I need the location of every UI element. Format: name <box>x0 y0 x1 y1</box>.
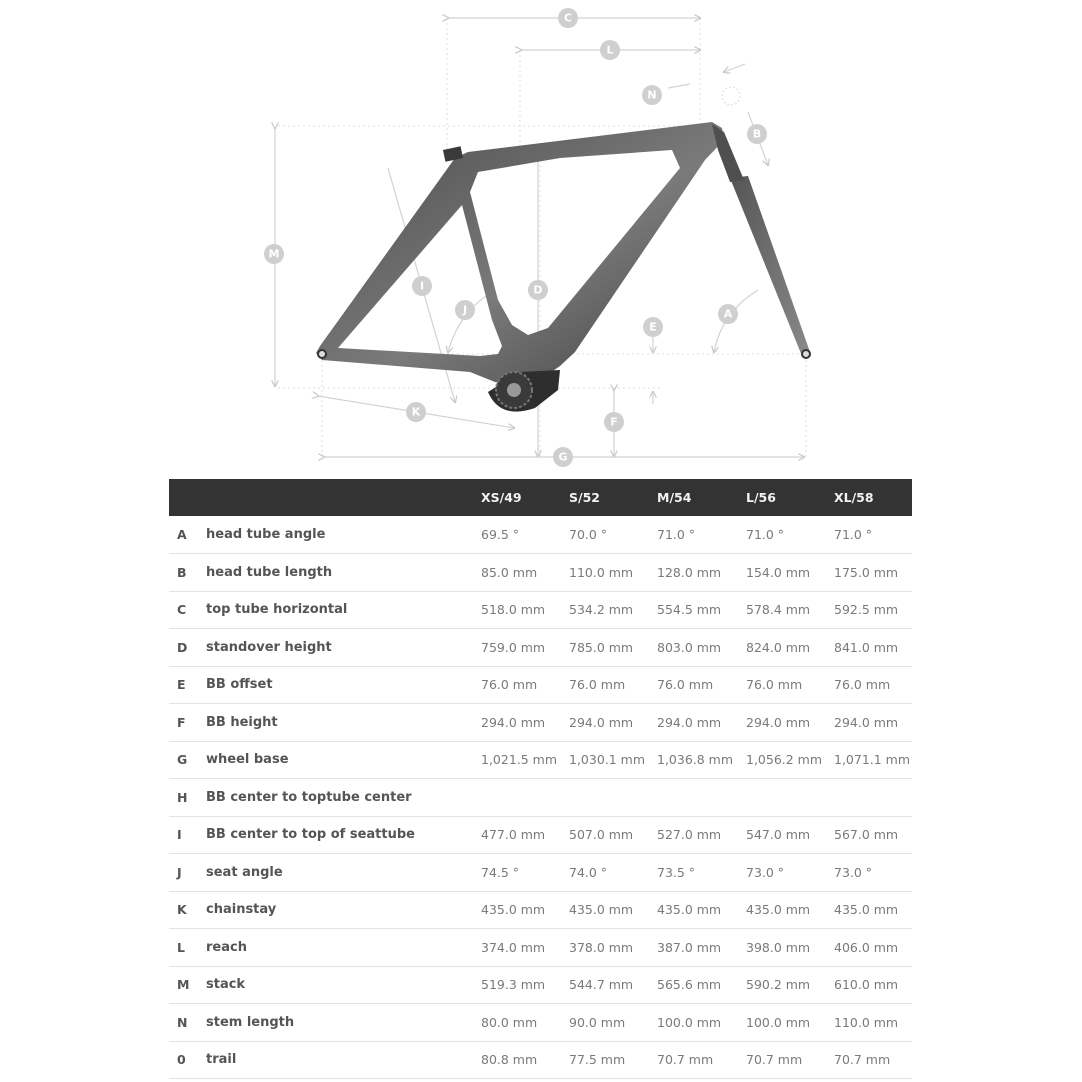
svg-text:M: M <box>268 247 280 261</box>
row-measurement-name: BB height <box>206 714 278 730</box>
marker-j <box>455 300 475 320</box>
row-value: 70.0 ° <box>569 527 608 542</box>
svg-text:G: G <box>558 450 568 464</box>
svg-text:A: A <box>723 307 733 321</box>
row-value: 128.0 mm <box>657 564 722 580</box>
size-header: M/54 <box>657 490 692 505</box>
row-measurement-name: stem length <box>206 1014 295 1030</box>
row-measurement-name: seat angle <box>206 864 283 880</box>
row-value: 154.0 mm <box>746 564 811 580</box>
row-value: 71.0 ° <box>834 527 873 542</box>
row-value: 578.4 mm <box>746 602 811 618</box>
row-measurement-name: BB offset <box>206 677 273 693</box>
marker-f <box>604 412 624 432</box>
table-row <box>169 591 912 629</box>
svg-text:D: D <box>533 283 543 297</box>
size-header: XS/49 <box>481 490 522 505</box>
row-value: 69.5 ° <box>481 527 520 542</box>
row-value: 592.5 mm <box>834 602 899 618</box>
row-value: 544.7 mm <box>569 977 634 993</box>
row-letter: C <box>177 602 187 618</box>
row-value: 294.0 mm <box>746 714 811 730</box>
marker-n <box>642 85 662 105</box>
row-letter: M <box>177 977 190 993</box>
row-value: 378.0 mm <box>569 939 634 955</box>
row-measurement-name: head tube angle <box>206 527 326 542</box>
table-row <box>169 891 912 929</box>
row-letter: D <box>177 639 188 655</box>
row-value: 1,021.5 mm <box>481 752 558 768</box>
row-value: 435.0 mm <box>746 902 811 918</box>
row-value <box>481 779 569 817</box>
row-value: 435.0 mm <box>481 902 546 918</box>
svg-text:J: J <box>462 303 468 317</box>
row-letter: J <box>177 864 182 880</box>
size-header: S/52 <box>569 490 600 505</box>
header-name-col <box>206 479 481 516</box>
row-value: 70.7 mm <box>834 1052 891 1068</box>
row-value: 74.0 ° <box>569 864 608 880</box>
row-value: 554.5 mm <box>657 602 722 618</box>
row-measurement-name: BB center to toptube center <box>206 789 412 805</box>
row-measurement-name: top tube horizontal <box>206 602 348 618</box>
row-letter: E <box>177 677 186 693</box>
marker-c <box>558 8 578 28</box>
table-row <box>169 1041 912 1079</box>
row-value: 294.0 mm <box>834 714 899 730</box>
row-value: 100.0 mm <box>746 1014 811 1030</box>
marker-k <box>406 402 426 422</box>
row-value: 534.2 mm <box>569 602 634 618</box>
bike-frame <box>316 122 810 412</box>
table-row <box>169 929 912 967</box>
table-row <box>169 704 912 742</box>
svg-text:K: K <box>411 405 421 419</box>
row-value: 73.0 ° <box>746 864 785 880</box>
row-measurement-name: stack <box>206 977 246 993</box>
row-value: 73.0 ° <box>834 864 873 880</box>
row-value <box>657 779 746 817</box>
marker-g <box>553 447 573 467</box>
table-row <box>169 854 912 892</box>
row-value: 85.0 mm <box>481 564 538 580</box>
svg-text:I: I <box>419 279 425 293</box>
row-measurement-name: chainstay <box>206 902 277 918</box>
row-value: 294.0 mm <box>569 714 634 730</box>
row-value: 398.0 mm <box>746 939 811 955</box>
row-value: 406.0 mm <box>834 939 899 955</box>
row-value: 76.0 mm <box>834 677 891 693</box>
table-row <box>169 816 912 854</box>
row-measurement-name: standover height <box>206 639 332 655</box>
row-value <box>746 779 834 817</box>
marker-l <box>600 40 620 60</box>
row-value: 1,056.2 mm <box>746 752 823 768</box>
table-header-row <box>169 479 912 516</box>
bike-frame-geometry-diagram <box>0 0 1082 478</box>
row-value <box>569 779 657 817</box>
row-value: 518.0 mm <box>481 602 546 618</box>
size-header: L/56 <box>746 490 776 505</box>
marker-a <box>718 304 738 324</box>
table-row <box>169 666 912 704</box>
row-value: 76.0 mm <box>569 677 626 693</box>
row-value: 294.0 mm <box>657 714 722 730</box>
geometry-table-body <box>169 516 912 1079</box>
row-letter: A <box>177 527 187 542</box>
svg-text:E: E <box>649 320 657 334</box>
row-value: 803.0 mm <box>657 639 722 655</box>
svg-text:C: C <box>563 11 573 25</box>
row-value: 590.2 mm <box>746 977 811 993</box>
row-value: 80.8 mm <box>481 1052 538 1068</box>
row-letter: N <box>177 1014 188 1030</box>
row-value: 387.0 mm <box>657 939 722 955</box>
marker-b <box>747 124 767 144</box>
row-measurement-name: trail <box>206 1052 237 1068</box>
svg-text:B: B <box>752 127 762 141</box>
table-row <box>169 779 912 817</box>
row-measurement-name: wheel base <box>206 752 289 768</box>
row-letter: I <box>177 827 182 843</box>
row-value: 519.3 mm <box>481 977 546 993</box>
row-value: 90.0 mm <box>569 1014 626 1030</box>
svg-text:L: L <box>606 43 614 57</box>
row-value: 294.0 mm <box>481 714 546 730</box>
row-value: 73.5 ° <box>657 864 696 880</box>
row-value: 507.0 mm <box>569 827 634 843</box>
row-value: 1,071.1 mm <box>834 752 911 768</box>
row-value: 477.0 mm <box>481 827 546 843</box>
row-value: 1,036.8 mm <box>657 752 734 768</box>
row-value: 76.0 mm <box>481 677 538 693</box>
size-header: XL/58 <box>834 490 874 505</box>
row-measurement-name: BB center to top of seattube <box>206 827 415 843</box>
row-letter: L <box>177 939 185 955</box>
row-value: 841.0 mm <box>834 639 899 655</box>
row-value: 76.0 mm <box>657 677 714 693</box>
row-value: 547.0 mm <box>746 827 811 843</box>
row-letter: F <box>177 714 186 730</box>
row-value: 80.0 mm <box>481 1014 538 1030</box>
row-value: 71.0 ° <box>746 527 785 542</box>
row-value: 70.7 mm <box>657 1052 714 1068</box>
table-row <box>169 966 912 1004</box>
marker-d <box>528 280 548 300</box>
row-value: 175.0 mm <box>834 564 899 580</box>
row-value: 70.7 mm <box>746 1052 803 1068</box>
table-row <box>169 1004 912 1042</box>
row-value: 527.0 mm <box>657 827 722 843</box>
row-value: 435.0 mm <box>834 902 899 918</box>
row-value: 785.0 mm <box>569 639 634 655</box>
row-value: 824.0 mm <box>746 639 811 655</box>
row-value: 565.6 mm <box>657 977 722 993</box>
row-value: 76.0 mm <box>746 677 803 693</box>
svg-text:F: F <box>610 415 618 429</box>
table-row <box>169 629 912 667</box>
marker-i <box>412 276 432 296</box>
row-value: 100.0 mm <box>657 1014 722 1030</box>
geometry-table <box>169 479 912 1079</box>
header-letter-col <box>169 479 206 516</box>
marker-m <box>264 244 284 264</box>
row-value: 567.0 mm <box>834 827 899 843</box>
row-letter: K <box>177 902 187 918</box>
row-value: 374.0 mm <box>481 939 546 955</box>
row-value: 1,030.1 mm <box>569 752 646 768</box>
marker-e <box>643 317 663 337</box>
row-value: 74.5 ° <box>481 864 520 880</box>
row-value: 435.0 mm <box>569 902 634 918</box>
row-value: 759.0 mm <box>481 639 546 655</box>
row-letter: 0 <box>177 1052 186 1068</box>
row-value: 77.5 mm <box>569 1052 626 1068</box>
svg-text:N: N <box>647 88 657 102</box>
row-value: 110.0 mm <box>834 1014 899 1030</box>
row-letter: H <box>177 789 188 805</box>
table-row <box>169 516 912 554</box>
row-value: 110.0 mm <box>569 564 634 580</box>
row-measurement-name: reach <box>206 939 247 955</box>
row-value <box>834 779 912 817</box>
row-value: 435.0 mm <box>657 902 722 918</box>
table-row <box>169 554 912 592</box>
row-value: 71.0 ° <box>657 527 696 542</box>
row-letter: G <box>177 752 188 768</box>
table-row <box>169 741 912 779</box>
row-value: 610.0 mm <box>834 977 899 993</box>
row-letter: B <box>177 564 187 580</box>
row-measurement-name: head tube length <box>206 564 333 580</box>
